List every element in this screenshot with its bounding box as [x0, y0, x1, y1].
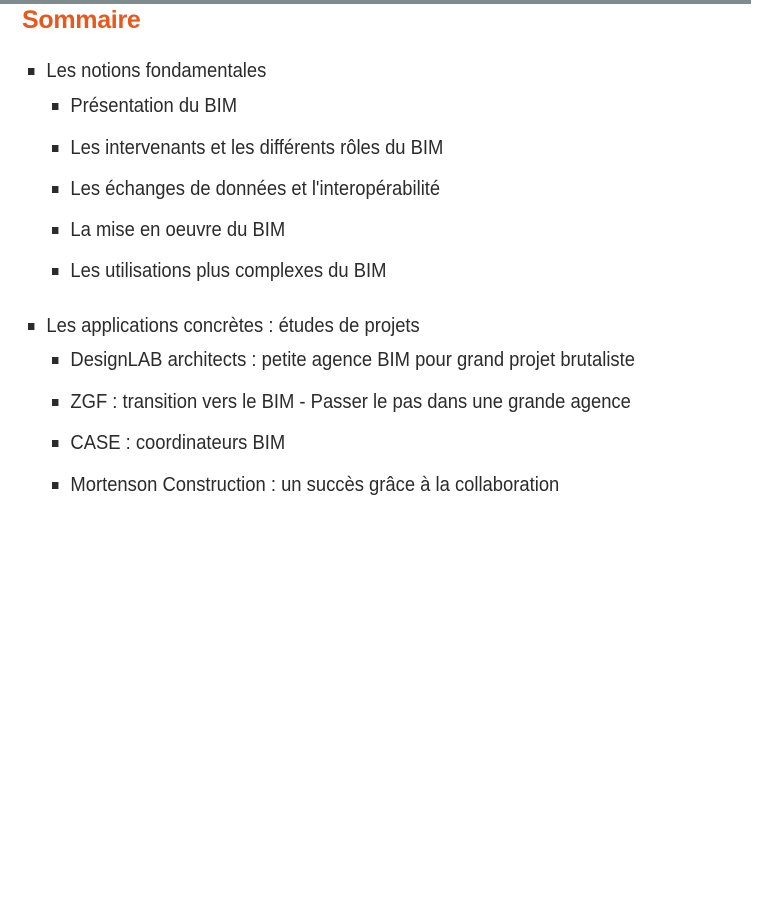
list-item-label: CASE : coordinateurs BIM [70, 432, 286, 454]
list-item [52, 258, 386, 284]
square-bullet-icon [52, 440, 58, 447]
square-bullet-icon [52, 482, 58, 489]
top-divider [0, 0, 751, 4]
square-bullet-icon [52, 268, 58, 275]
list-item [52, 176, 440, 202]
list-item [52, 430, 285, 456]
square-bullet-icon [52, 399, 58, 406]
section-heading [28, 313, 420, 339]
list-item [52, 217, 285, 243]
list-item-label: Mortenson Construction : un succès grâce à la collaboration [70, 474, 560, 496]
list-item-label: ZGF : transition vers le BIM - Passer le pas dans une grande agence [70, 391, 631, 413]
list-item [52, 93, 237, 119]
square-bullet-icon [52, 103, 58, 110]
list-item [52, 389, 631, 415]
page-title: Sommaire [22, 6, 141, 34]
square-bullet-icon [52, 357, 58, 364]
list-item-label: Les intervenants et les différents rôles du BIM [70, 137, 444, 159]
list-item-label: Les échanges de données et l'interopérabilité [70, 178, 441, 200]
square-bullet-icon [52, 227, 58, 234]
list-item-label: Présentation du BIM [70, 95, 238, 117]
square-bullet-icon [28, 323, 34, 330]
list-item-label: Les utilisations plus complexes du BIM [70, 260, 387, 282]
list-item [52, 347, 635, 373]
list-item [52, 135, 443, 161]
square-bullet-icon [28, 68, 34, 75]
list-item-label: La mise en oeuvre du BIM [70, 219, 286, 241]
list-item-label: DesignLAB architects : petite agence BIM pour grand projet brutaliste [70, 349, 635, 371]
list-item [52, 472, 559, 498]
square-bullet-icon [52, 186, 58, 193]
square-bullet-icon [52, 145, 58, 152]
section-heading [28, 58, 266, 84]
section-label: Les applications concrètes : études de projets [46, 315, 420, 337]
section-label: Les notions fondamentales [46, 60, 267, 82]
